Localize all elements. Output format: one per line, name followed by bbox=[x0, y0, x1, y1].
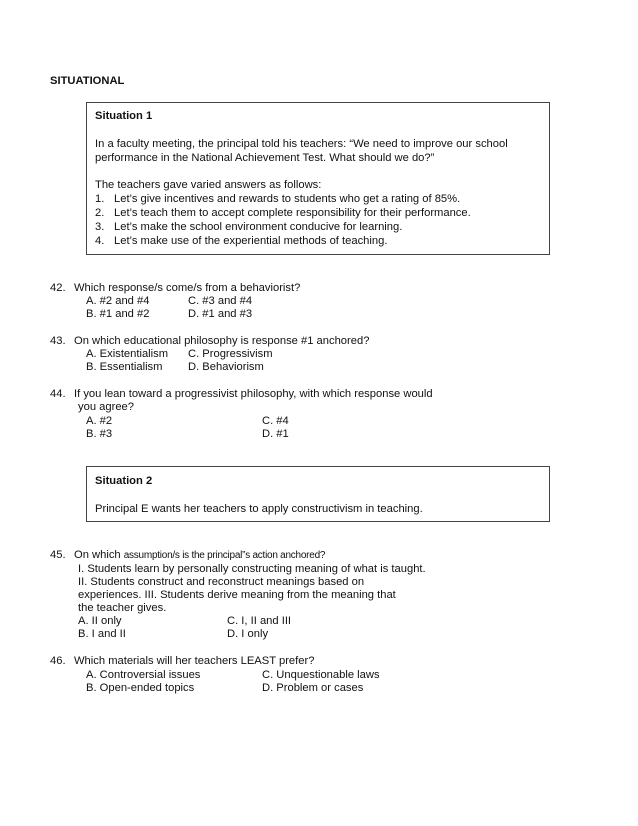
answer-text: Let’s teach them to accept complete responsibility for their performance. bbox=[114, 207, 471, 219]
situation-1-paragraph-line-1: In a faculty meeting, the principal told his teachers: “We need to improve our school bbox=[95, 138, 508, 150]
answer-number: 4. bbox=[95, 235, 105, 247]
choice-d: D. Problem or cases bbox=[262, 682, 364, 694]
question-number: 44. bbox=[50, 388, 66, 400]
answer-number: 3. bbox=[95, 221, 105, 233]
section-title: SITUATIONAL bbox=[50, 75, 125, 87]
statement-line-2: II. Students construct and reconstruct meanings based on bbox=[78, 576, 365, 588]
question-text-line-2: you agree? bbox=[78, 401, 134, 413]
choice-c: C. Unquestionable laws bbox=[262, 669, 380, 681]
choice-c: C. #4 bbox=[262, 415, 289, 427]
question-text-start: On which bbox=[74, 549, 124, 561]
choice-a: A. Controversial issues bbox=[86, 669, 201, 681]
choice-c: C. #3 and #4 bbox=[188, 295, 253, 307]
situation-1-intro: The teachers gave varied answers as follows: bbox=[95, 179, 322, 191]
choice-d: D. #1 bbox=[262, 428, 289, 440]
choice-d: D. Behaviorism bbox=[188, 361, 264, 373]
answer-number: 1. bbox=[95, 193, 105, 205]
question-number: 43. bbox=[50, 335, 66, 347]
question-number: 42. bbox=[50, 282, 66, 294]
choice-a: A. #2 bbox=[86, 415, 113, 427]
choice-a: A. II only bbox=[78, 615, 122, 627]
answer-number: 2. bbox=[95, 207, 105, 219]
statement-line-4: the teacher gives. bbox=[78, 602, 167, 614]
question-text: Which materials will her teachers LEAST prefer? bbox=[74, 655, 315, 667]
statement-line-1: I. Students learn by personally constructing meaning of what is taught. bbox=[78, 563, 426, 575]
question-text: On which educational philosophy is response #1 anchored? bbox=[74, 335, 370, 347]
question-text: Which response/s come/s from a behaviorist? bbox=[74, 282, 301, 294]
question-text-line-1: If you lean toward a progressivist philosophy, with which response would bbox=[74, 388, 433, 400]
question-number: 46. bbox=[50, 655, 66, 667]
choice-d: D. #1 and #3 bbox=[188, 308, 253, 320]
choice-a: A. Existentialism bbox=[86, 348, 169, 360]
choice-d: D. I only bbox=[227, 628, 269, 640]
question-text-condensed: assumption/s is the principal”s action anchored? bbox=[123, 550, 326, 561]
choice-c: C. I, II and III bbox=[227, 615, 292, 627]
choice-b: B. Open-ended topics bbox=[86, 682, 195, 694]
choice-b: B. #3 bbox=[86, 428, 113, 440]
answer-text: Let’s make the school environment conducive for learning. bbox=[114, 221, 403, 233]
choice-c: C. Progressivism bbox=[188, 348, 273, 360]
situation-1-title: Situation 1 bbox=[95, 110, 153, 122]
statement-line-3: experiences. III. Students derive meaning from the meaning that bbox=[78, 589, 396, 601]
choice-b: B. #1 and #2 bbox=[86, 308, 150, 320]
situation-2-title: Situation 2 bbox=[95, 475, 153, 487]
situation-2-text: Principal E wants her teachers to apply constructivism in teaching. bbox=[95, 503, 423, 515]
question-text bbox=[74, 549, 325, 563]
choice-b: B. I and II bbox=[78, 628, 126, 640]
answer-text: Let’s give incentives and rewards to students who get a rating of 85%. bbox=[114, 193, 461, 205]
situation-1-paragraph-line-2: performance in the National Achievement Test. What should we do?” bbox=[95, 152, 435, 164]
question-number: 45. bbox=[50, 549, 66, 561]
choice-a: A. #2 and #4 bbox=[86, 295, 150, 307]
choice-b: B. Essentialism bbox=[86, 361, 163, 373]
answer-text: Let’s make use of the experiential methods of teaching. bbox=[114, 235, 388, 247]
